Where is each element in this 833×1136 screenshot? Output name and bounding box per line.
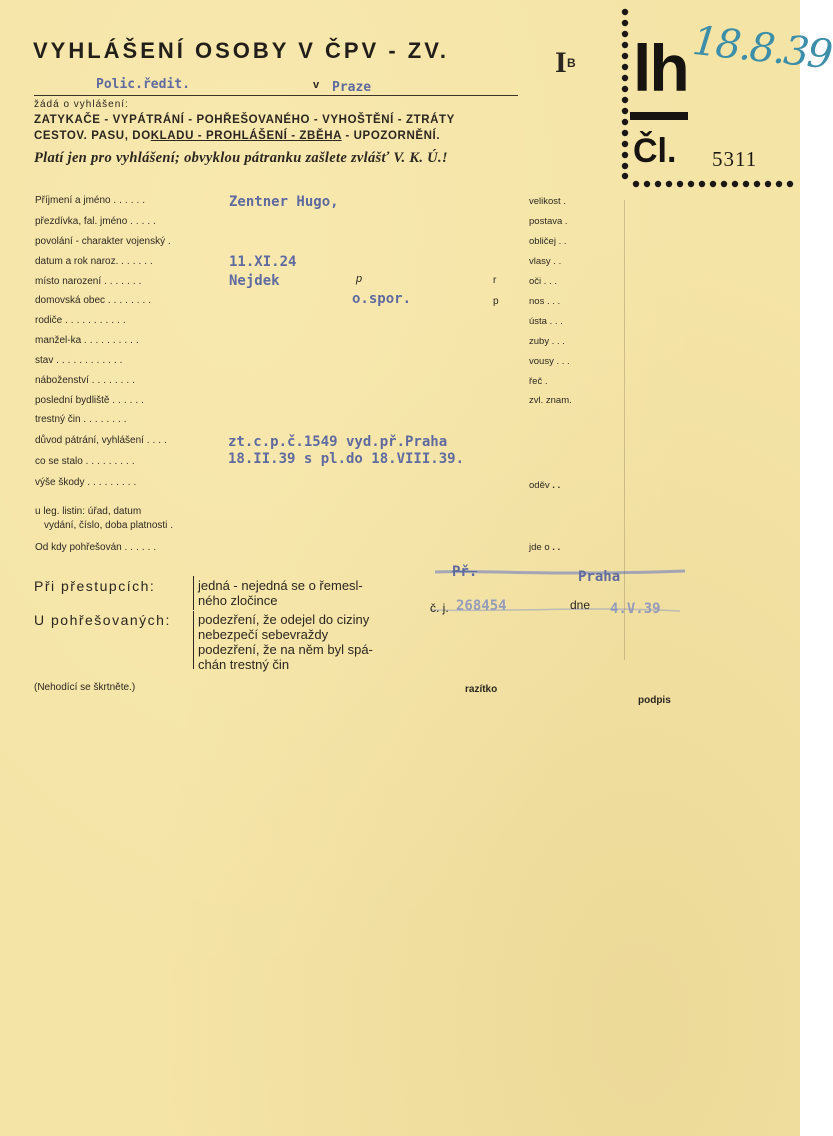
stamp-struck: Př. — [452, 564, 478, 580]
typed-reason-line1: zt.c.p.č.1549 vyd.př.Praha — [228, 434, 448, 450]
field-label: datum a rok naroz. ...... — [35, 256, 156, 267]
instruction-note: Platí jen pro vyhlášení; obvyklou pátranku zašlete zvlášť V. K. Ú.! — [34, 150, 448, 166]
request-types-line2: CESTOV. PASU, DOKLADU - PROHLÁŠENÍ - ZBĚHA - UPOZORNĚNÍ. — [34, 130, 441, 142]
stamp-city: Praha — [578, 569, 621, 585]
mark-r: r — [493, 275, 497, 286]
typed-city: Praze — [332, 80, 372, 95]
field-label: vousy . . . — [529, 356, 570, 367]
field-label: ústa . . . — [529, 316, 563, 327]
stamp-cl-label: Čl. — [633, 132, 677, 170]
mark-p1: p — [356, 273, 363, 285]
missing-text4: chán trestný čin — [198, 657, 290, 672]
missing-label: U pohřešovaných: — [34, 612, 171, 628]
field-label: náboženství ........ — [35, 375, 138, 386]
stamp-date-label: dne — [570, 598, 591, 612]
field-label: řeč . — [529, 376, 548, 387]
request-types-line1: ZATYKAČE - VYPÁTRÁNÍ - POHŘEŠOVANÉHO - VYHOŠTĚNÍ - ZTRÁTY — [34, 114, 455, 126]
field-label: rodiče ........... — [35, 315, 129, 326]
stamp-cj-value: 268454 — [456, 598, 507, 614]
missing-text1: podezření, že odejel do ciziny — [198, 612, 370, 627]
field-label: zuby . . . — [529, 336, 565, 347]
field-label: poslední bydliště ...... — [35, 395, 147, 406]
field-label: co se stalo ......... — [35, 456, 138, 467]
field-label: domovská obec ........ — [35, 295, 155, 306]
missing-text3: podezření, že na něm byl spá- — [198, 642, 373, 657]
handwritten-date: 18.8.39 — [690, 18, 833, 79]
v-label: v — [313, 79, 320, 91]
missing-text2: nebezpečí sebevraždy — [198, 627, 329, 642]
field-label: velikost . — [529, 196, 566, 207]
category-sub: B — [567, 56, 576, 70]
field-label: vydání, číslo, doba platnosti . — [44, 520, 173, 531]
offenders-text1: jedná - nejedná se o řemesl- — [198, 578, 363, 593]
typed-authority: Polic.ředit. — [96, 77, 190, 92]
field-label: obličej . . — [529, 236, 567, 247]
field-label: výše škody ......... — [35, 477, 140, 488]
strike-note: (Nehodící se škrtněte.) — [34, 682, 136, 693]
stamp-bar — [630, 112, 688, 120]
offenders-text2: ného zločince — [198, 593, 278, 608]
field-label: postava . — [529, 216, 568, 227]
stamp-label: razítko — [465, 684, 498, 695]
field-label: zvl. znam. — [529, 395, 572, 406]
paper-crease — [624, 200, 625, 660]
field-label: přezdívka, fal. jméno ..... — [35, 216, 159, 227]
typed-name: Zentner Hugo, — [229, 194, 339, 210]
stamp-date-value: 4.V.39 — [610, 601, 661, 617]
field-label: vlasy . . — [529, 256, 562, 267]
category-roman: I — [555, 46, 567, 79]
field-label: stav ............ — [35, 355, 126, 366]
field-label: u leg. listin: úřad, datum — [35, 506, 142, 517]
typed-reason-line2: 18.II.39 s pl.do 18.VIII.39. — [228, 451, 465, 467]
field-label: nos . . . — [529, 296, 561, 307]
bracket-line — [193, 611, 194, 669]
stamp-cj-label: č. j. — [430, 601, 449, 615]
stamp-number: 5311 — [712, 147, 758, 171]
field-label: místo narození ....... — [35, 276, 145, 287]
field-label: oděv . . — [529, 480, 561, 491]
bracket-line — [193, 576, 194, 610]
stamp-letters: lh — [633, 31, 688, 105]
signature-label: podpis — [638, 695, 671, 706]
offenders-label: Při přestupcích: — [34, 578, 156, 594]
header-rule — [34, 95, 518, 96]
form-title: VYHLÁŠENÍ OSOBY V ČPV - ZV. — [33, 38, 449, 63]
typed-home: o.spor. — [352, 291, 412, 307]
typed-dob: 11.XI.24 — [229, 254, 297, 270]
request-label: žádá o vyhlášení: — [34, 99, 129, 110]
mark-p2: p — [493, 296, 499, 307]
field-label: jde o . . — [529, 542, 561, 553]
field-label: Příjmení a jméno ...... — [35, 195, 149, 206]
field-label: manžel-ka .......... — [35, 335, 142, 346]
field-label: oči . . . — [529, 276, 557, 287]
typed-birthplace: Nejdek — [229, 273, 280, 289]
field-label: Od kdy pohřešován ...... — [35, 542, 160, 553]
field-label: povolání - charakter vojenský . — [35, 236, 174, 247]
field-label: důvod pátrání, vyhlášení .... — [35, 435, 170, 446]
field-label: trestný čin ........ — [35, 414, 130, 425]
